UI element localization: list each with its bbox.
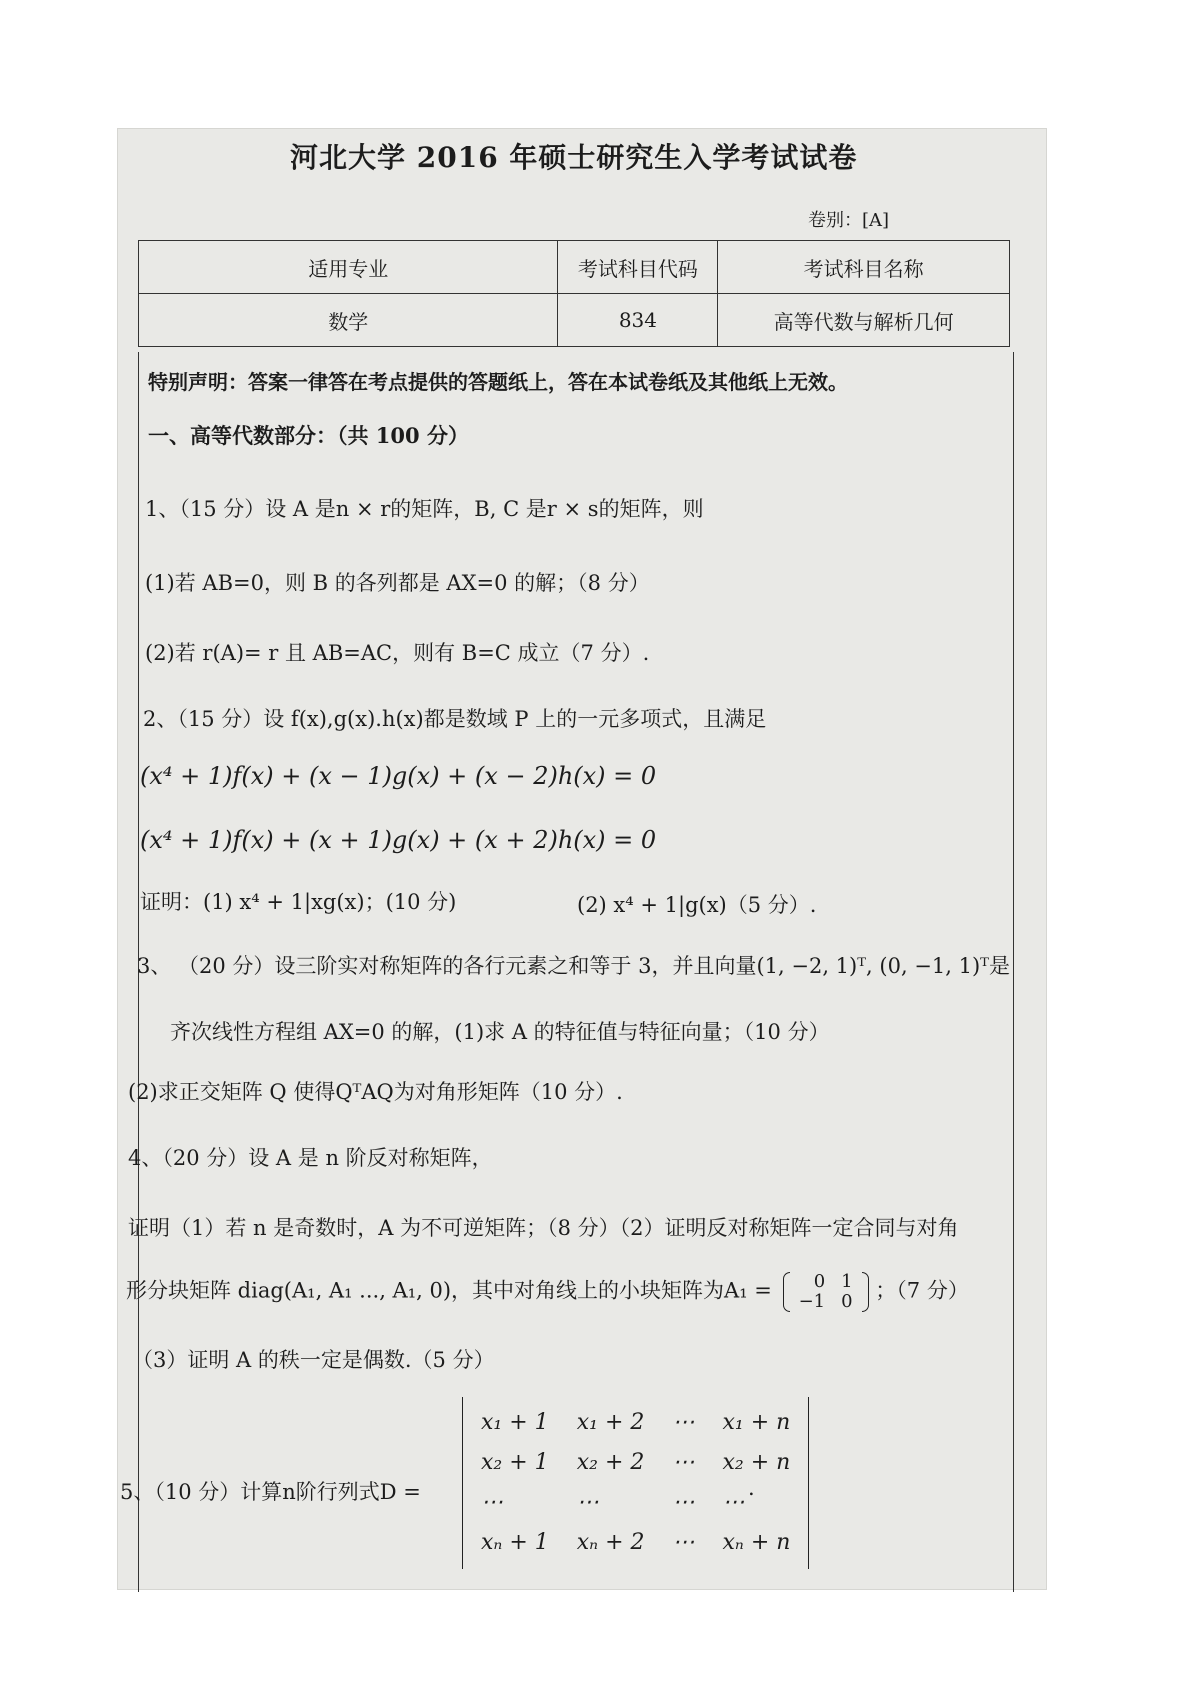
det-cell: x₂ + 1	[481, 1450, 549, 1475]
header-subject-code: 考试科目代码	[558, 241, 718, 294]
det-cell: ⋯	[672, 1530, 695, 1555]
det-cell: x₁ + n	[722, 1410, 791, 1435]
det-cell: x₁ + 2	[576, 1410, 645, 1435]
matrix-cell: 0	[841, 1291, 853, 1312]
det-cell: ⋯	[672, 1410, 695, 1435]
q5-suffix: .	[748, 1476, 755, 1500]
det-cell: ⋯	[481, 1490, 503, 1515]
q1-part1: (1)若 AB=0，则 B 的各列都是 AX=0 的解；（8 分）	[145, 571, 650, 595]
matrix-cell: 1	[841, 1271, 853, 1292]
q4-line2-prefix: 形分块矩阵 diag(A₁, A₁ ..., A₁, 0)，其中对角线上的小块矩阵为A₁ =	[126, 1278, 772, 1303]
det-cell: xₙ + 1	[481, 1530, 549, 1555]
value-subject-code: 834	[558, 294, 718, 347]
q3-line3: (2)求正交矩阵 Q 使得QᵀAQ为对角形矩阵（10 分）.	[128, 1080, 623, 1104]
q1-stem: 1、（15 分）设 A 是n × r的矩阵，B, C 是r × s的矩阵，则	[145, 497, 704, 521]
q2-proof-part2: (2) x⁴ + 1|g(x)（5 分）.	[577, 893, 817, 917]
q4-line2-suffix: ；（7 分）	[875, 1278, 969, 1303]
q2-equation-2: (x⁴ + 1)f(x) + (x + 1)g(x) + (x + 2)h(x) = 0	[140, 826, 657, 854]
header-major: 适用专业	[139, 241, 558, 294]
q2-proof-part1: 证明：(1) x⁴ + 1|xg(x)；(10 分)	[140, 890, 457, 914]
matrix-a1	[783, 1272, 869, 1312]
det-cell: ⋯	[576, 1490, 599, 1515]
det-cell: ⋯	[722, 1490, 745, 1515]
info-table-header-row	[139, 241, 1010, 294]
q3-line2: 齐次线性方程组 AX=0 的解，(1)求 A 的特征值与特征向量；（10 分）	[170, 1020, 830, 1044]
value-major: 数学	[139, 294, 558, 347]
info-table-value-row	[139, 294, 1010, 347]
q2-equation-1: (x⁴ + 1)f(x) + (x − 1)g(x) + (x − 2)h(x) = 0	[140, 762, 657, 790]
q3-line1: 3、 （20 分）设三阶实对称矩阵的各行元素之和等于 3，并且向量(1, −2, 1)ᵀ, (0, −1, 1)ᵀ是	[137, 954, 1010, 978]
det-cell: x₂ + 2	[576, 1450, 645, 1475]
exam-info-table	[138, 240, 1010, 347]
det-cell: ⋯	[672, 1450, 695, 1475]
value-subject-name: 高等代数与解析几何	[718, 294, 1010, 347]
det-cell: ⋯	[672, 1490, 695, 1515]
q5-prefix: 5、（10 分）计算n阶行列式D =	[120, 1480, 421, 1504]
header-subject-name: 考试科目名称	[718, 241, 1010, 294]
determinant	[462, 1397, 809, 1569]
q2-stem: 2、（15 分）设 f(x),g(x).h(x)都是数域 P 上的一元多项式，且满足	[143, 707, 767, 731]
exam-title: 河北大学 2016 年硕士研究生入学考试试卷	[290, 141, 858, 174]
q4-line3: （3）证明 A 的秩一定是偶数.（5 分）	[132, 1348, 495, 1372]
det-cell: xₙ + 2	[576, 1530, 645, 1555]
det-cell: x₁ + 1	[481, 1410, 549, 1435]
q1-part2: (2)若 r(A)= r 且 AB=AC，则有 B=C 成立（7 分）.	[145, 641, 650, 665]
q4-stem: 4、（20 分）设 A 是 n 阶反对称矩阵，	[128, 1146, 493, 1170]
q4-line1: 证明（1）若 n 是奇数时，A 为不可逆矩阵；（8 分）（2）证明反对称矩阵一定合同与对角	[128, 1216, 959, 1240]
q4-line2	[126, 1272, 969, 1312]
matrix-cell: 0	[813, 1271, 826, 1292]
det-cell: xₙ + n	[722, 1530, 791, 1555]
det-cell: x₂ + n	[722, 1450, 791, 1475]
matrix-cell: −1	[798, 1291, 826, 1312]
paper-version: 卷别：[A]	[808, 210, 890, 231]
special-notice: 特别声明：答案一律答在考点提供的答题纸上，答在本试卷纸及其他纸上无效。	[148, 370, 848, 394]
section-heading: 一、高等代数部分：（共 100 分）	[148, 423, 469, 448]
